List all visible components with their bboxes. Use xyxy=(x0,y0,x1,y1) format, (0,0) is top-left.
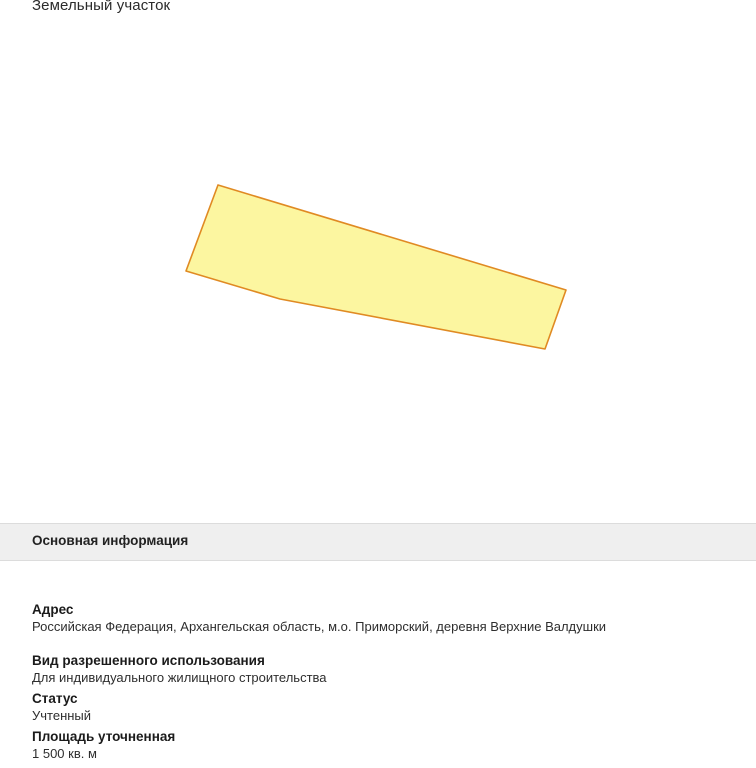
info-item-area xyxy=(32,728,732,762)
info-value-permitted-use: Для индивидуального жилищного строительства xyxy=(32,670,327,685)
section-header-main-info xyxy=(0,523,756,561)
info-item-status xyxy=(32,690,732,724)
page-title: Земельный участок xyxy=(32,0,171,14)
info-value-address: Российская Федерация, Архангельская область, м.о. Приморский, деревня Верхние Валдушки xyxy=(32,619,607,634)
info-item-address xyxy=(32,601,732,635)
info-item-permitted-use xyxy=(32,652,732,686)
section-title: Основная информация xyxy=(32,533,189,548)
info-label-permitted-use: Вид разрешенного использования xyxy=(32,653,265,668)
title-bar xyxy=(0,0,756,22)
parcel-map-svg[interactable] xyxy=(0,22,756,522)
parcel-polygon[interactable] xyxy=(186,185,566,349)
info-value-status: Учтенный xyxy=(32,708,92,723)
info-label-status: Статус xyxy=(32,691,78,706)
info-label-area: Площадь уточненная xyxy=(32,729,176,744)
map-area[interactable] xyxy=(0,22,756,522)
info-value-area: 1 500 кв. м xyxy=(32,746,97,761)
info-label-address: Адрес xyxy=(32,602,74,617)
